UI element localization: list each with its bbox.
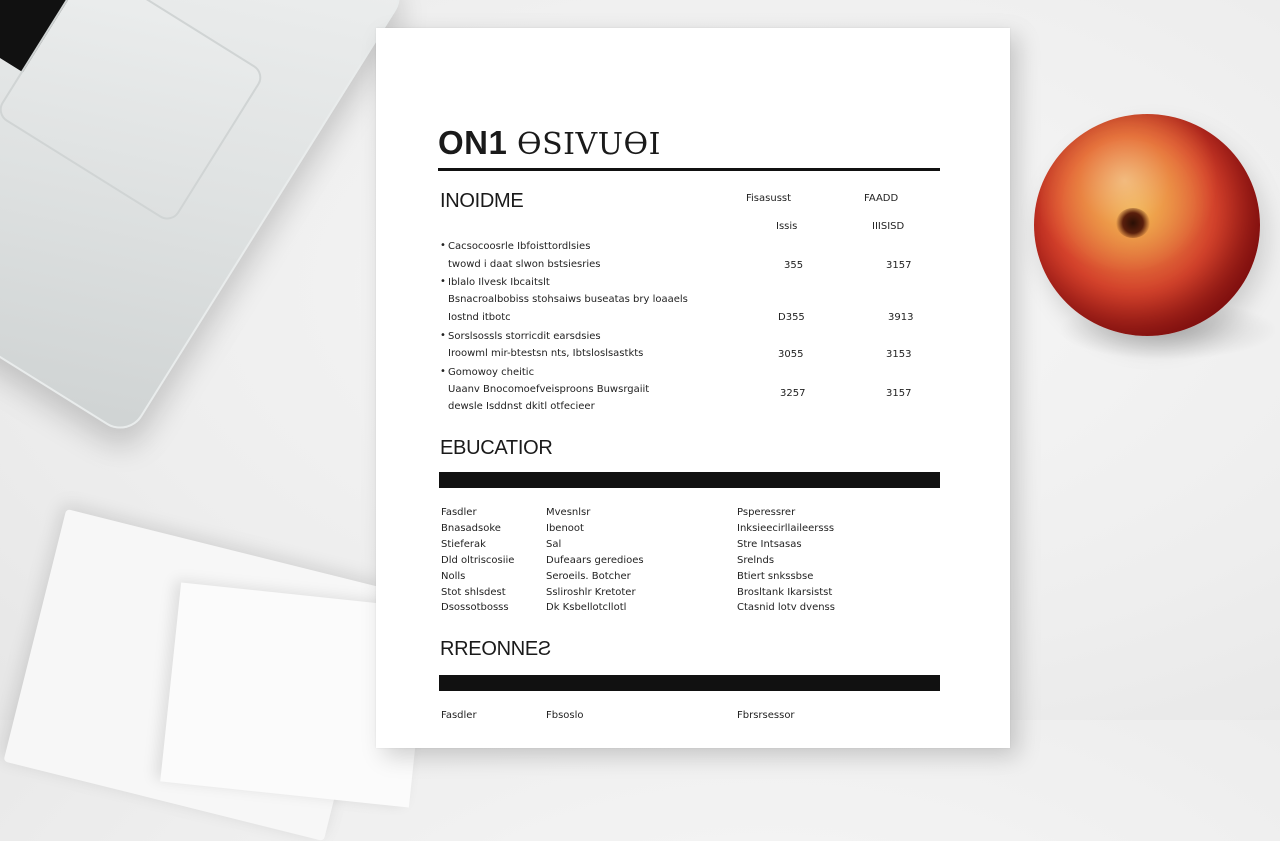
exp-entry-4-line-3: dewsle Isddnst dkitl otfecieer <box>448 401 595 412</box>
edu-c3-r5: Btiert snkssbse <box>737 571 814 582</box>
exp-entry-2-value-2: 3913 <box>888 312 914 323</box>
exp-entry-1-line-2: twowd i daat slwon bstsiesries <box>448 259 601 270</box>
edu-c2-r7: Dk Ksbellotcllotl <box>546 602 627 613</box>
exp-sub-header-1: Issis <box>776 221 798 232</box>
edu-c1-r1: Fasdler <box>441 507 477 518</box>
edu-c2-r3: Sal <box>546 539 562 550</box>
ref-c2-r1: Fbsoslo <box>546 710 584 721</box>
exp-entry-2-line-2: Bsnacroalbobiss stohsaiws buseatas bry loaaels <box>448 294 688 305</box>
edu-c3-r4: Srelnds <box>737 555 775 566</box>
exp-entry-3-line-2: Iroowml mir-btestsn nts, Ibtsloslsastkts <box>448 348 644 359</box>
exp-entry-2-value-1: D355 <box>778 312 805 323</box>
exp-entry-2-line-1: Iblalo Ilvesk Ibcaitslt <box>448 277 550 288</box>
edu-c1-r7: Dsossotbosss <box>441 602 509 613</box>
exp-sub-header-2: IIISISD <box>872 221 905 232</box>
edu-c1-r2: Bnasadsoke <box>441 523 501 534</box>
title-rule <box>438 168 940 171</box>
exp-entry-3-line-1: Sorslsossls storricdit earsdsies <box>448 331 601 342</box>
edu-c3-r6: Brosltank Ikarsistst <box>737 587 833 598</box>
references-heading: RREONNEƧ <box>440 638 551 660</box>
edu-c1-r6: Stot shlsdest <box>441 587 506 598</box>
exp-entry-4-line-1: Gomowoy cheitic <box>448 367 535 378</box>
apple-stem <box>1116 208 1150 238</box>
ref-c3-r1: Fbrsrsessor <box>737 710 795 721</box>
resume-title <box>438 124 661 162</box>
exp-entry-3-value-2: 3153 <box>886 349 912 360</box>
exp-entry-1-line-1: Cacsocoosrle Ibfoisttordlsies <box>448 241 591 252</box>
edu-c2-r4: Dufeaars geredioes <box>546 555 644 566</box>
resume-page <box>376 28 1010 748</box>
exp-col-header-1: Fisasusst <box>746 193 792 204</box>
edu-c1-r3: Stieferak <box>441 539 486 550</box>
edu-c3-r3: Stre Intsasas <box>737 539 802 550</box>
bullet-icon: • <box>440 276 446 287</box>
exp-entry-2-line-3: Iostnd itbotc <box>448 312 511 323</box>
exp-entry-4-value-1: 3257 <box>780 388 806 399</box>
edu-c3-r7: Ctasnid lotv dvenss <box>737 602 835 613</box>
bullet-icon: • <box>440 366 446 377</box>
edu-c2-r2: Ibenoot <box>546 523 584 534</box>
ref-c1-r1: Fasdler <box>441 710 477 721</box>
edu-c1-r5: Nolls <box>441 571 466 582</box>
edu-c1-r4: Dld oltriscosiie <box>441 555 515 566</box>
exp-entry-1-value-2: 3157 <box>886 260 912 271</box>
references-rule <box>439 675 940 691</box>
education-rule <box>439 472 940 488</box>
edu-c2-r6: Ssliroshlr Kretoter <box>546 587 636 598</box>
resume-title-part1: ON1 <box>438 124 508 161</box>
bullet-icon: • <box>440 240 446 251</box>
edu-c3-r1: Psperessrer <box>737 507 796 518</box>
edu-c3-r2: Inksieecirllaileersss <box>737 523 835 534</box>
edu-c2-r1: Mvesnlsr <box>546 507 591 518</box>
resume-title-part2: ƟSIVUƟI <box>517 127 661 162</box>
exp-col-header-2: FAADD <box>864 193 899 204</box>
exp-entry-4-value-2: 3157 <box>886 388 912 399</box>
experience-heading: INOIDME <box>440 190 524 212</box>
bullet-icon: • <box>440 330 446 341</box>
exp-entry-3-value-1: 3055 <box>778 349 804 360</box>
edu-c2-r5: Seroeils. Botcher <box>546 571 631 582</box>
education-heading: EBUCATIOR <box>440 437 553 459</box>
exp-entry-1-value-1: 355 <box>784 260 804 271</box>
exp-entry-4-line-2: Uaanv Bnocomoefveisproons Buwsrgaiit <box>448 384 650 395</box>
